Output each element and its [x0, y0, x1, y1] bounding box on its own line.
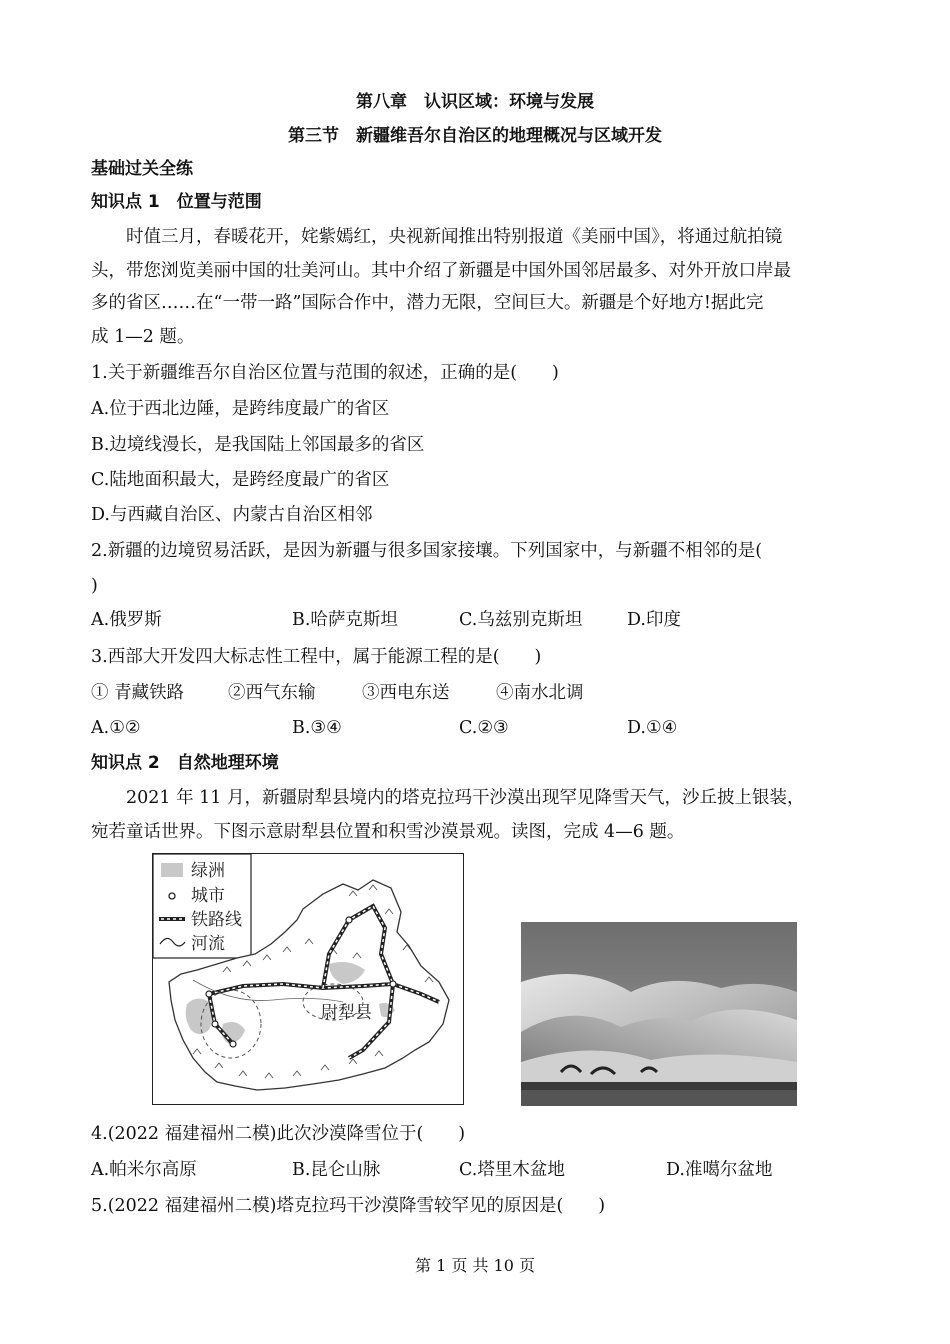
q1-option-b: B.边境线漫长，是我国陆上邻国最多的省区	[91, 435, 425, 455]
section-title: 第三节 新疆维吾尔自治区的地理概况与区域开发	[288, 126, 662, 146]
snow-desert-photo	[521, 922, 797, 1106]
page-number: 第 1 页 共 10 页	[415, 1256, 535, 1275]
q2-option-b: B.哈萨克斯坦	[292, 610, 398, 630]
q4-option-a: A.帕米尔高原	[91, 1160, 197, 1180]
q1-stem: 1.关于新疆维吾尔自治区位置与范围的叙述，正确的是( )	[91, 363, 559, 383]
q1-option-c: C.陆地面积最大，是跨经度最广的省区	[91, 470, 390, 490]
q3-item-4: ④南水北调	[496, 683, 584, 703]
q4-option-c: C.塔里木盆地	[459, 1160, 565, 1180]
q3-option-c: C.②③	[459, 718, 509, 738]
legend-oasis: 绿洲	[191, 861, 225, 881]
kp1-intro-line: 头，带您浏览美丽中国的壮美河山。其中介绍了新疆是中国外国邻居最多、对外开放口岸最	[91, 261, 791, 281]
q2-option-a: A.俄罗斯	[91, 610, 162, 630]
city-legend-symbol	[169, 893, 175, 899]
legend-city: 城市	[191, 886, 225, 906]
map-graphic	[153, 854, 462, 1103]
kp1-intro-line: 时值三月，春暖花开，姹紫嫣红，央视新闻推出特别报道《美丽中国》，将通过航拍镜	[126, 227, 783, 247]
county-label: 尉犁县	[321, 1003, 372, 1023]
q2-option-d: D.印度	[627, 610, 681, 630]
q3-option-a: A.①②	[91, 718, 141, 738]
q2-stem-cont: )	[91, 576, 98, 596]
practice-title: 基础过关全练	[91, 159, 193, 179]
q3-stem: 3.西部大开发四大标志性工程中，属于能源工程的是( )	[91, 647, 542, 667]
kp1-intro-line: 成 1—2 题。	[91, 327, 195, 347]
kp2-intro-line: 2021 年 11 月，新疆尉犁县境内的塔克拉玛干沙漠出现罕见降雪天气，沙丘披上银装，	[126, 788, 805, 808]
kp2-intro-line: 宛若童话世界。下图示意尉犁县位置和积雪沙漠景观。读图，完成 4—6 题。	[91, 822, 685, 842]
q2-stem: 2.新疆的边境贸易活跃，是因为新疆与很多国家接壤。下列国家中，与新疆不相邻的是(	[91, 541, 763, 561]
q3-item-1: ① 青藏铁路	[91, 683, 185, 703]
q2-option-c: C.乌兹别克斯坦	[459, 610, 583, 630]
q5-stem: 5.(2022 福建福州二模)塔克拉玛干沙漠降雪较罕见的原因是( )	[91, 1196, 606, 1216]
chapter-title: 第八章 认识区域：环境与发展	[356, 92, 594, 112]
xinjiang-map	[152, 853, 464, 1105]
q4-option-b: B.昆仑山脉	[292, 1160, 381, 1180]
kp1-title: 知识点 1 位置与范围	[91, 192, 262, 212]
q1-option-a: A.位于西北边陲，是跨纬度最广的省区	[91, 399, 390, 419]
q1-option-d: D.与西藏自治区、内蒙古自治区相邻	[91, 505, 373, 525]
q4-stem: 4.(2022 福建福州二模)此次沙漠降雪位于( )	[91, 1124, 466, 1144]
q3-item-3: ③西电东送	[362, 683, 450, 703]
kp1-intro-line: 多的省区……在“一带一路”国际合作中，潜力无限，空间巨大。新疆是个好地方!据此完	[91, 293, 764, 313]
legend-railway: 铁路线	[191, 910, 242, 930]
q3-option-b: B.③④	[292, 718, 342, 738]
oasis-legend-swatch	[161, 863, 183, 877]
page-footer	[0, 1253, 950, 1276]
legend-river: 河流	[191, 934, 225, 954]
q3-option-d: D.①④	[627, 718, 678, 738]
kp2-title: 知识点 2 自然地理环境	[91, 753, 279, 773]
q3-item-2: ②西气东输	[228, 683, 316, 703]
q4-option-d: D.准噶尔盆地	[666, 1160, 773, 1180]
